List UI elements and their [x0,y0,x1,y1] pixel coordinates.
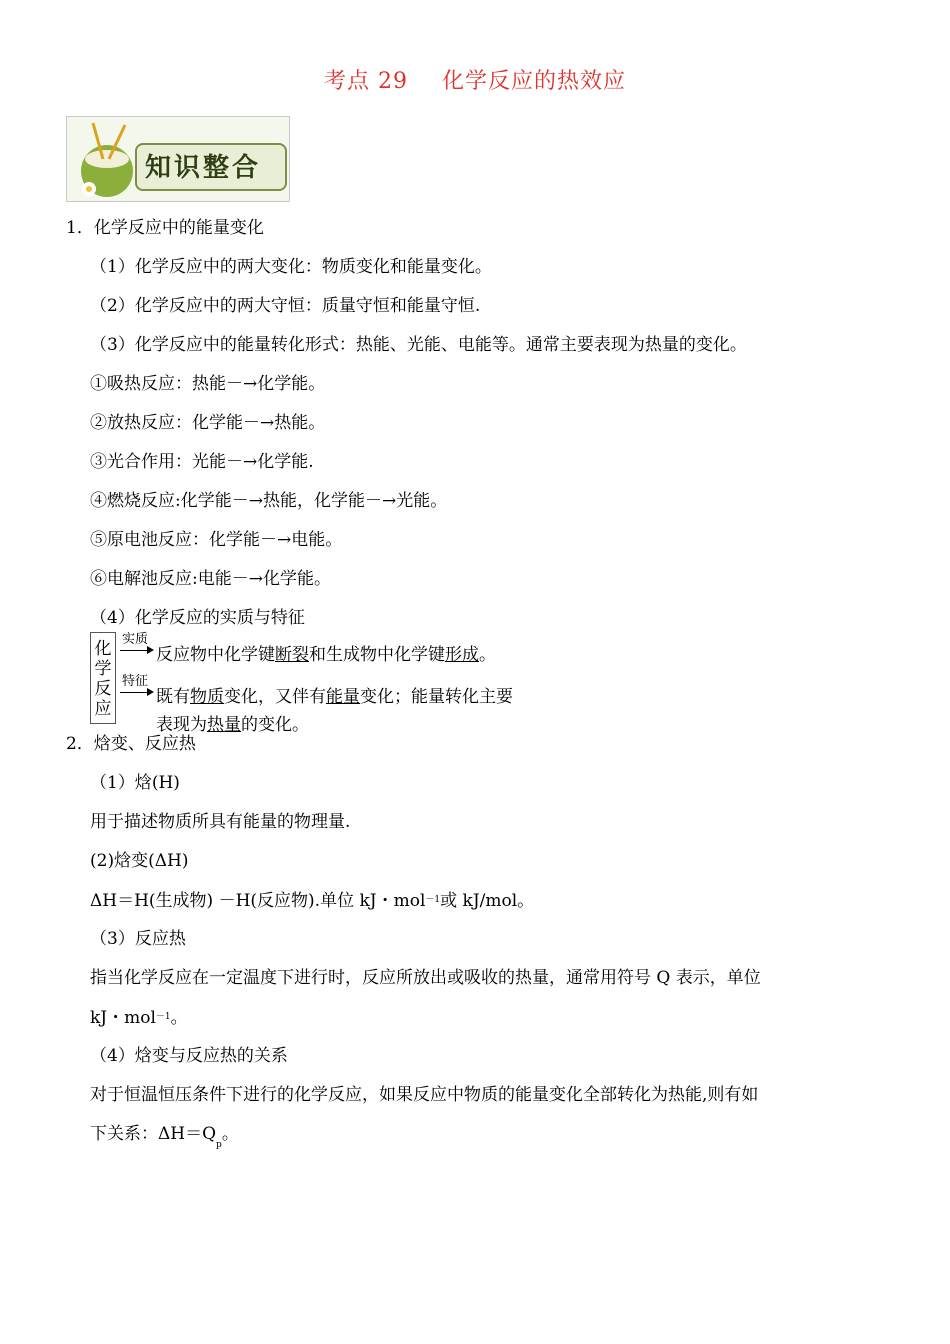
knowledge-banner [66,116,290,202]
paragraph: kJ・mol$^{-1}$。 [90,1008,188,1028]
diagram-box-label: 化学反应 [90,632,116,724]
paragraph: （4）化学反应的实质与特征 [90,608,305,628]
diagram-text-feature: 既有物质变化，又伴有能量变化；能量转化主要 [156,687,513,707]
paragraph: (2)焓变(ΔH) [90,851,189,871]
paragraph: （2）化学反应中的两大守恒：质量守恒和能量守恒. [90,296,481,316]
section-1-heading: 1．化学反应中的能量变化 [66,218,264,238]
arrow-icon [120,692,152,693]
page-title: 考点 29 化学反应的热效应 [323,69,626,94]
list-item: ⑥电解池反应:电能－→化学能。 [90,569,331,589]
paragraph: 用于描述物质所具有能量的物理量. [90,812,351,832]
paragraph: （3）反应热 [90,929,186,949]
reaction-nature-diagram [88,628,536,734]
paragraph: （1）化学反应中的两大变化：物质变化和能量变化。 [90,257,492,277]
diagram-text-essence: 反应物中化学键断裂和生成物中化学键形成。 [156,645,496,665]
paragraph: 对于恒温恒压条件下进行的化学反应，如果反应中物质的能量变化全部转化为热能,则有如 [90,1085,759,1105]
diagram-text-feature-cont: 表现为热量的变化。 [156,715,309,735]
paragraph: （1）焓(H) [90,773,180,793]
list-item: ⑤原电池反应：化学能－→电能。 [90,530,343,550]
paragraph: （4）焓变与反应热的关系 [90,1046,288,1066]
paragraph: 指当化学反应在一定温度下进行时，反应所放出或吸收的热量，通常用符号 Q 表示，单位 [90,968,761,988]
list-item: ④燃烧反应:化学能－→热能，化学能－→光能。 [90,491,448,511]
diagram-label-essence: 实质 [122,632,149,647]
arrow-icon [120,650,152,651]
diagram-label-feature: 特征 [122,674,149,689]
list-item: ②放热反应：化学能－→热能。 [90,413,326,433]
formula-line: ΔH＝H(生成物) －H(反应物).单位 kJ・mol$^{-1}$或 kJ/mol。 [90,891,535,911]
list-item: ③光合作用：光能－→化学能. [90,452,314,472]
formula-line: 下关系：$\Delta H=Q_p$。 [90,1124,239,1150]
list-item: ①吸热反应：热能－→化学能。 [90,374,326,394]
banner-text: 知识整合 [145,153,262,183]
paragraph: （3）化学反应中的能量转化形式：热能、光能、电能等。通常主要表现为热量的变化。 [90,335,747,355]
section-2-heading: 2．焓变、反应热 [66,734,196,754]
